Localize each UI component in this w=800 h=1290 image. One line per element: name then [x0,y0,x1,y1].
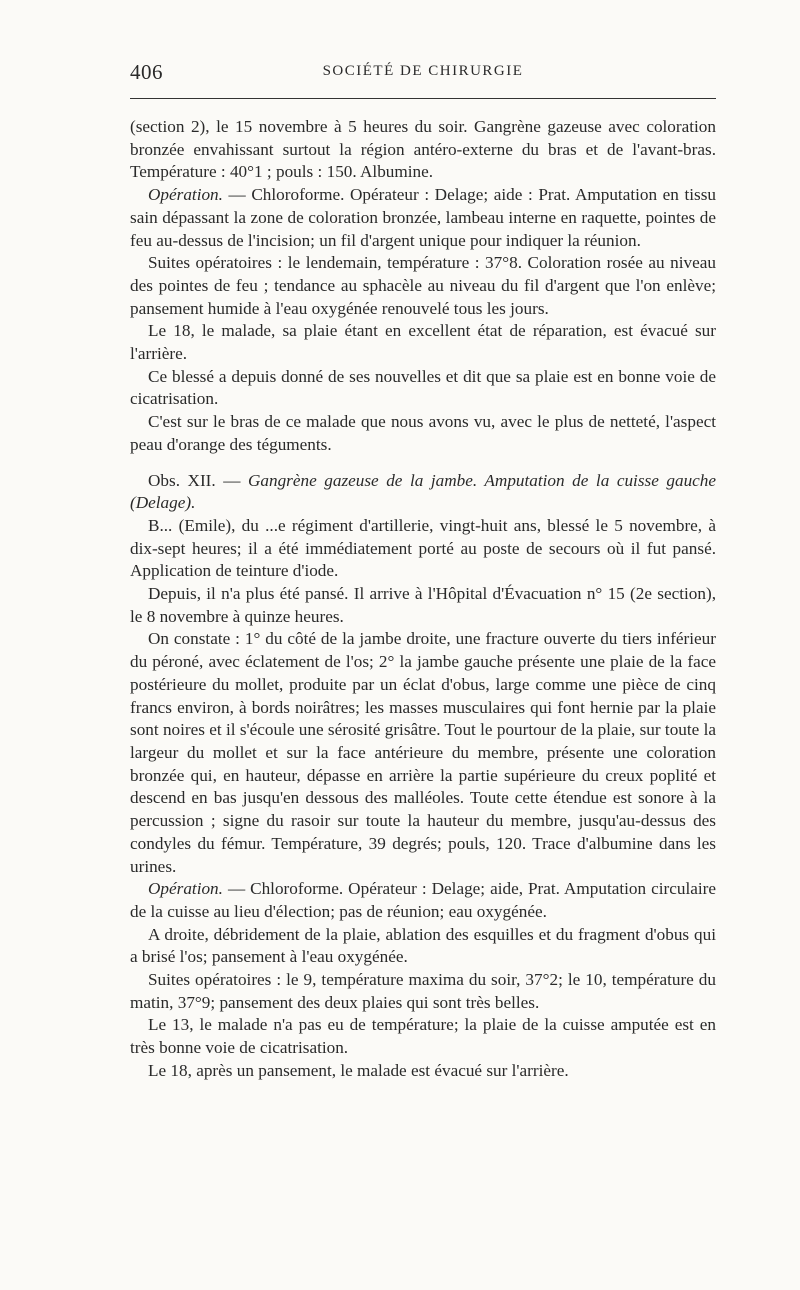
running-title: SOCIÉTÉ DE CHIRURGIE [322,63,524,79]
paragraph: On constate : 1° du côté de la jambe droite, une fracture ouverte du tiers inférieur du péroné, avec éclatement de l'os; 2° la jambe gauche présente une plaie de la face postérieure du mollet, produite par un éclat d'obus, large comme une pièce de cinq francs environ, à bords noirâtres; les masses musculaires qui font hernie par la plaie sont noires et il s'écoule une sérosité grisâtre. Tout le pourtour de la plaie, sur toute la largeur du mollet et sur la face antérieure du membre, présente une coloration bronzée qui, en hauteur, dépasse en arrière la partie supérieure du creux poplité et descend en bas jusqu'en dessous des malléoles. Toute cette étendue est sonore à la percussion ; signe du rasoir sur toute la hauteur du membre, jusqu'au-dessus des condyles du fémur. Température, 39 degrés; pouls, 120. Trace d'albumine dans les urines. [130,629,716,876]
page-header [130,60,716,88]
observation-dash: — [215,470,248,490]
header-rule [130,98,716,99]
section-label: Opération. [148,879,223,899]
body-text [130,116,716,1083]
paragraph [130,878,716,923]
paragraph: Depuis, il n'a plus été pansé. Il arrive à l'Hôpital d'Évacuation n° 15 (2e section), le 8 novembre à quinze heures. [130,584,716,626]
paragraph [130,184,716,252]
observation-title: Gangrène gazeuse de la jambe. Amputation de la cuisse gauche (Delage). [130,470,717,513]
paragraph-text: — Chloroforme. Opérateur : Delage; aide, Prat. Amputation circulaire de la cuisse au lieu d'élection; pas de réunion; eau oxygénée. [130,879,716,921]
paragraph: Le 18, après un pansement, le malade est évacué sur l'arrière. [148,1060,569,1080]
paragraph: Suites opératoires : le lendemain, température : 37°8. Coloration rosée au niveau des pointes de feu ; tendance au sphacèle au niveau du fil d'argent que l'on enlève; pansement humide à l'eau oxygénée renouvelé tous les jours. [130,253,716,318]
paragraph: C'est sur le bras de ce malade que nous avons vu, avec le plus de netteté, l'aspect peau d'orange des téguments. [130,412,716,454]
paragraph: (section 2), le 15 novembre à 5 heures du soir. Gangrène gazeuse avec coloration bronzée envahissant surtout la région antéro-externe du bras et de l'avant-bras. Température : 40°1 ; pouls : 150. Albumine. [130,117,716,182]
paragraph: A droite, débridement de la plaie, ablation des esquilles et du fragment d'obus qui a brisé l'os; pansement à l'eau oxygénée. [130,924,716,967]
section-label: Opération. [148,185,223,205]
observation-heading [130,470,716,515]
page-number: 406 [130,60,163,84]
paragraph: Le 13, le malade n'a pas eu de température; la plaie de la cuisse amputée est en très bonne voie de cicatrisation. [130,1015,716,1058]
paragraph: Le 18, le malade, sa plaie étant en excellent état de réparation, est évacué sur l'arrière. [130,321,716,364]
paragraph: Ce blessé a depuis donné de ses nouvelles et dit que sa plaie est en bonne voie de cicatrisation. [130,366,716,409]
paragraph: B... (Emile), du ...e régiment d'artillerie, vingt-huit ans, blessé le 5 novembre, à dix-sept heures; il a été immédiatement porté au poste de secours où il fut pansé. Application de teinture d'iode. [130,515,716,581]
observation-number: Obs. XII. [148,470,216,490]
paragraph: Suites opératoires : le 9, température maxima du soir, 37°2; le 10, température du matin, 37°9; pansement des deux plaies qui sont très belles. [130,970,716,1012]
paragraph-text: — Chloroforme. Opérateur : Delage; aide : Prat. Amputation en tissu sain dépassant la zone de coloration bronzée, lambeau interne en raquette, pointes de feu au-dessus de l'incision; un fil d'argent unique pour indiquer la réunion. [130,185,716,250]
